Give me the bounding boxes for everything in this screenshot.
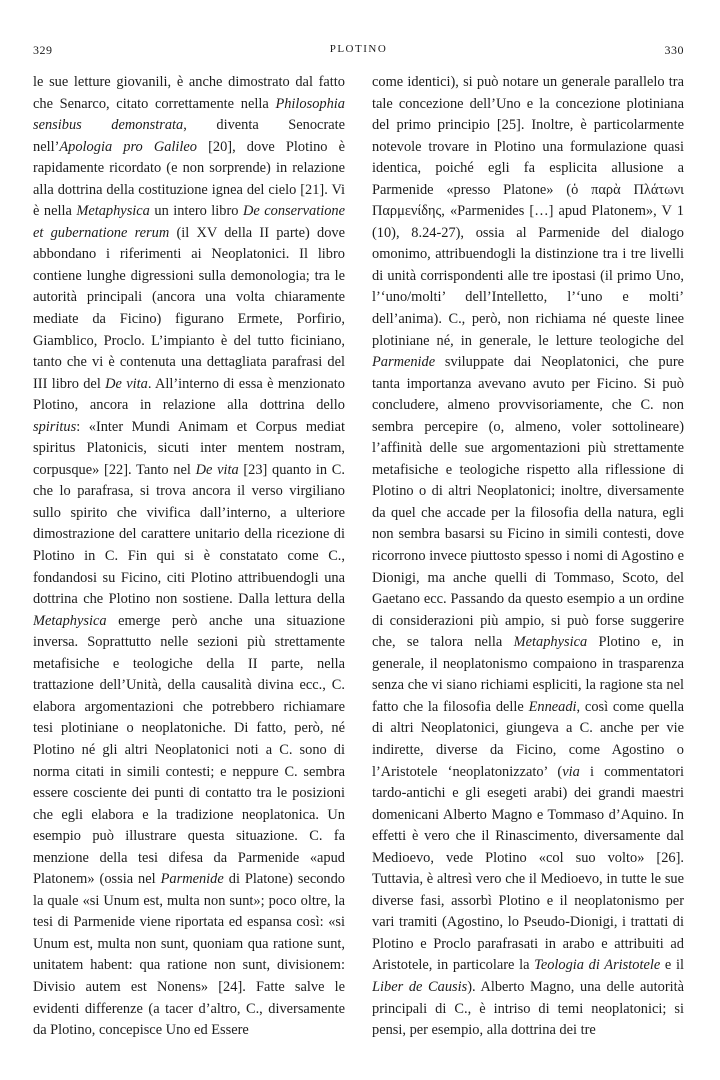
page-number-left: 329: [33, 43, 53, 57]
text-run: . All’interno di essa è menzionato Plotino, ancora in relazione alla dottrina dello: [33, 375, 345, 414]
text-run: ). Alberto Magno, una delle autorità principali di C., è intriso di temi neoplatonici; si pensi, per esempio, alla dottrina dei tre: [372, 978, 684, 1039]
italic-text-run: Metaphysica: [513, 634, 588, 651]
text-run: di Platone) secondo la quale «si Unum est, multa non sunt»; poco oltre, la tesi di Parmenide viene riportata ed espansa così: «si Unum est, multa non sunt, quoniam qua ratione sunt, unitatem habent: qua ratione non sunt, divisionem: Divisio autem est Nonens» [24]. Fatte salve le evidenti differenze (a tacer d’altro, C., diversamente da Plotino, concepisce Uno ed Essere: [33, 871, 345, 1039]
italic-text-run: De vita: [195, 461, 239, 478]
italic-text-run: via: [562, 763, 580, 780]
italic-text-run: Liber de Causis: [372, 978, 468, 995]
italic-text-run: Metaphysica: [76, 203, 150, 220]
text-run: [23] quanto in C. che lo parafrasa, si trova ancora il verso virgiliano sullo spirito che vivifica dall’interno, a ulteriore dimostrazione del carattere unitario della ricezione di Plotino in C. Fin qui si è constatato come C., fondandosi su Ficino, citi Plotino attribuendogli una dottrina che Plotino non sostiene. Dalla lettura della: [33, 461, 345, 608]
text-run: i commentatori tardo-antichi e gli esegeti arabi) dei grandi maestri domenicani Alberto Magno e Tommaso d’Aquino. In effetti è vero che il Rinascimento, diversamente dal Medioevo, vede Plotino «col suo volto» [26]. Tuttavia, è altresì vero che il Medioevo, in tutte le sue diverse fasi, assorbì Plotino e il neoplatonismo per vari tramiti (Agostino, lo Pseudo-Dionigi, i trattati di Plotino e Proclo parafrasati in arabo e attribuiti ad Aristotele, in particolare la: [372, 763, 684, 974]
text-run: , diventa Senocrate nell’: [33, 117, 345, 155]
italic-text-run: spiritus: [33, 418, 77, 435]
text-run: un intero libro: [149, 203, 243, 220]
text-run: emerge però anche una situazione inversa. Soprattutto nelle sezioni più strettamente metafisiche e teologiche della II parte, nella trattazione dell’Unità, della causalità divina ecc., C. elabora argomentazioni che potrebbero richiamare tesi plotiniane o neoplatoniche. Di fatto, però, né Plotino né gli altri Neoplatonici noti a C. sono di norma citati in simili contesti; e neppure C. sembra essere cosciente dei punti di contatto tra le posizioni che egli elabora e la tradizione neoplatonica. Un esempio può illustrare questa situazione. C. fa menzione della tesi difesa da Parmenide «apud Platonem» (ossia nel: [33, 612, 345, 888]
right-column: [372, 72, 684, 1047]
text-run: sviluppate dai Neoplatonici, che pure tanta importanza avevano avuto per Ficino. Si può concludere, almeno provvisoriamente, che C. non sembra percepire (o, almeno, voler sottolineare) l’affinità delle sue argomentazioni più strettamente metafisiche e teologiche rispetto alla riflessione di Plotino o di altri Neoplatonici; inoltre, diversamente da quel che accade per la filosofia della natura, egli non sembra basarsi su Ficino in simili contesti, dove ricorrono invece piuttosto spesso i nomi di Agostino e Dionigi, ma anche quelli di Tommaso, Scoto, del Gaetano ecc. Passando da questo esempio a un ordine di considerazioni più ampio, si può forse suggerire che, se talora nella: [372, 354, 684, 651]
text-run: [20], dove Plotino è rapidamente ricordato (e non sorprende) in relazione alla dottrina della costituzione ignea del cielo [21]. Vi è nella: [33, 138, 345, 220]
running-title: PLOTINO: [329, 43, 388, 55]
italic-text-run: Parmenide: [160, 871, 224, 888]
italic-text-run: Apologia pro Galileo: [59, 138, 197, 155]
italic-text-run: De conservatione et gubernatione rerum: [33, 203, 345, 241]
text-run: : «Inter Mundi Animam et Corpus mediat spiritus Platonicis, sicuti inter mentem nostram, corpusque» [22]. Tanto nel: [33, 418, 345, 478]
text-run: Plotino e, in generale, il neoplatonismo compaiono in trasparenza senza che vi siano richiami espliciti, la ragione sta nel fatto che la filosofia delle: [372, 634, 684, 715]
text-run: e il: [660, 957, 684, 974]
italic-text-run: Parmenide: [372, 354, 436, 371]
text-run: (il XV della II parte) dove abbondano i riferimenti ai Neoplatonici. Il libro contiene lunghe digressioni sulla demonologia; tra le autorità principali (ancora una volta chiaramente mediate da Ficino) figurano Ermete, Porfirio, Giamblico, Proclo. L’impianto è del tutto ficiniano, tanto che vi è contenuta una dettagliata parafrasi del III libro del: [33, 224, 345, 392]
italic-text-run: De vita: [105, 375, 148, 392]
italic-text-run: Enneadi: [528, 698, 577, 715]
right-column-text: [372, 72, 684, 1042]
italic-text-run: Teologia di Aristotele: [534, 957, 661, 974]
text-run: le sue letture giovanili, è anche dimostrato dal fatto che Senarco, citato correttamente nella: [33, 74, 345, 112]
running-header: [33, 43, 684, 61]
left-column-text: [33, 72, 345, 1042]
page-number-right: 330: [664, 43, 684, 57]
text-run: , così come quella di altri Neoplatonici, giungeva a C. anche per vie indirette, diverse da Ficino, come Agostino o l’Aristotele ‘neoplatonizzato’ (: [372, 698, 684, 780]
text-columns: [33, 72, 684, 1047]
left-column: [33, 72, 345, 1047]
italic-text-run: Metaphysica: [33, 612, 107, 629]
italic-text-run: Philosophia sensibus demonstrata: [33, 95, 345, 134]
text-run: come identici), si può notare un generale parallelo tra tale concezione dell’Uno e la concezione plotiniana del primo principio [25]. Inoltre, è particolarmente notevole trovare in Plotino una formulazione quasi identica, poiché egli fa esplicita allusione a Parmenide «presso Platone» (ὁ παρὰ Πλάτωνι Παρμενίδης, «Parmenides […] apud Platonem», V 1 (10), 8.24-27), ossia al Parmenide del dialogo omonimo, attribuendogli la distinzione tra i tre livelli di unità corrispondenti alle tre ipostasi (il primo Uno, l’‘uno/molti’ dell’Intelletto, l’‘uno e molti’ dell’anima). C., però, non richiama né queste linee plotiniane né, in generale, le letture teologiche del: [372, 74, 684, 349]
